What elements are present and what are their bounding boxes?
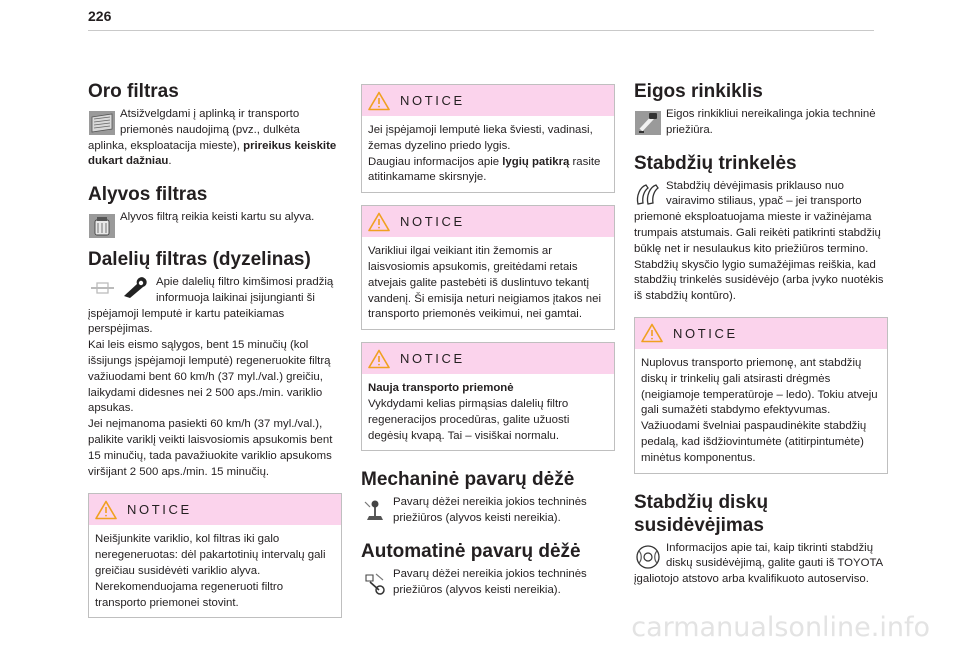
particle-p2: Kai leis eismo sąlygos, bent 15 minučių (kol išsijungs įspėjamoji lemputė) regeneruokite filtrą važiuodami bent 60 km/h (37 myl./val.) greičiu, laikydami didesnes nei 2 500 aps./min. variklio apsukas.	[88, 339, 331, 415]
section-title-manual-gearbox: Mechaninė pavarų dėžė	[361, 469, 575, 491]
automatic-gearbox-body: Pavarų dėžei nereikia jokios techninės priežiūros (alyvos keisti nereikia).	[393, 567, 587, 596]
notice-box-3	[361, 205, 615, 330]
notice-header	[362, 85, 614, 116]
oil-filter-icon	[88, 213, 116, 239]
particle-filter-text	[88, 275, 342, 480]
section-title-brake-pads: Stabdžių trinkelės	[634, 152, 797, 174]
warning-triangle-icon	[641, 323, 663, 343]
notice-header	[362, 343, 614, 374]
manual-gearbox-icon	[361, 498, 389, 524]
notice5-p2: Važiuodami švelniai paspaudinėkite stabdžių pedalą, kad išdžiovintumėte (atitirpintumėte) minėtus komponentus.	[641, 420, 867, 464]
air-filter-body: Atsižvelgdami į aplinką ir transporto priemonės naudojimą (pvz., dulkėta aplinka, eksploatacija mieste),	[88, 108, 300, 152]
warning-triangle-icon	[95, 500, 117, 520]
notice-body	[89, 525, 341, 617]
automatic-gearbox-text	[361, 567, 615, 599]
notice3-text: Varikliui ilgai veikiant itin žemomis ar laisvosiomis apsukomis, greitėdami retais atvejais galite pastebėti iš duslintuvo tekantį vandenį. Ši emisija neturi neigiamos įtakos nei transporto priemonės veikimui, nei gamtai.	[368, 245, 601, 321]
brake-pads-text	[634, 179, 888, 305]
gear-selector-text	[634, 107, 888, 139]
notice-box-5	[634, 317, 888, 474]
notice2-p1: Jei įspėjamoji lemputė lieka šviesti, vadinasi, žemas dyzelino priedo lygis.	[368, 124, 593, 152]
brake-disc-icon	[634, 544, 662, 570]
notice1-p1: Neišjunkite variklio, kol filtras iki galo neregeneruotas: dėl pakartotinių intervalų gali greičiau susidėvėti variklio alyva.	[95, 533, 326, 577]
section-title-brake-discs: Stabdžių diskų susidėvėjimas	[634, 491, 769, 536]
section-title-gear-selector: Eigos rinkiklis	[634, 81, 763, 102]
notice-title: NOTICE	[400, 93, 465, 108]
brake-discs-body: Informacijos apie tai, kaip tikrinti stabdžių diskų susidėvėjimą, galite gauti iš TOYOTA įgaliotojo atstovo arba kvalifikuoto autoserviso.	[634, 541, 883, 586]
notice2-p2c: rasite atitinkamame skirsnyje.	[368, 155, 601, 184]
automatic-gearbox-icon	[361, 570, 389, 596]
air-filter-bold: prireikus keiskite dukart dažniau	[88, 139, 337, 168]
warning-triangle-icon	[368, 91, 390, 111]
gear-selector-icon	[634, 110, 662, 136]
notice5-p1: Nuplovus transporto priemonę, ant stabdžių diskų ir trinkelių gali atsirasti drėgmės (neigiamoje temperatūroje – ledo). Tokiu atveju gali sumažėti stabdymo efektyvumas.	[641, 356, 878, 417]
warning-triangle-icon	[368, 212, 390, 232]
air-filter-text	[88, 107, 342, 170]
particle-filter-icons	[88, 277, 152, 299]
section-title-automatic-gearbox: Automatinė pavarų dėžė	[361, 540, 581, 562]
wrench-icon	[124, 277, 147, 298]
notice-header	[635, 318, 887, 349]
air-filter-end: .	[168, 155, 172, 168]
notice4-text: Vykdydami kelias pirmąsias dalelių filtro regeneracijos procedūras, galite užuosti degėsių kvapą. Tai – visiškai normalu.	[368, 397, 570, 442]
oil-filter-body: Alyvos filtrą reikia keisti kartu su alyva.	[120, 211, 315, 224]
notice-body	[635, 349, 887, 473]
brake-pads-p2: Stabdžių skysčio lygio sumažėjimas reiškia, kad stabdžių trinkelės susidėvėjo (arba įvyko nuotėkis iš stabdžių kontūro).	[634, 258, 884, 303]
notice-header	[362, 206, 614, 237]
warning-triangle-icon	[368, 349, 390, 369]
notice2-p2a: Daugiau informacijos apie	[368, 155, 503, 168]
notice-box-2	[361, 84, 615, 193]
section-title-particle-filter: Dalelių filtras (dyzelinas)	[88, 248, 311, 270]
page-number: 226	[88, 8, 112, 24]
air-filter-icon	[88, 110, 116, 136]
gear-selector-body: Eigos rinkikliui nereikalinga jokia techninė priežiūra.	[666, 108, 876, 136]
notice-body	[362, 374, 614, 450]
section-title-air-filter: Oro filtras	[88, 81, 179, 102]
top-rule	[88, 30, 874, 31]
particle-p1: Apie dalelių filtro kimšimosi pradžią informuoja laikinai įsijungianti ši įspėjamoji lemputė ir kartu pateikiamas perspėjimas.	[88, 275, 334, 336]
notice4-title: Nauja transporto priemonė	[368, 382, 514, 395]
column-1	[88, 80, 342, 618]
notice-title: NOTICE	[400, 351, 465, 367]
oil-filter-text	[88, 210, 342, 226]
notice-body	[362, 237, 614, 329]
section-title-oil-filter: Alyvos filtras	[88, 184, 208, 206]
notice-header	[89, 494, 341, 525]
notice-body	[362, 116, 614, 192]
manual-gearbox-body: Pavarų dėžei nereikia jokios techninės priežiūros (alyvos keisti nereikia).	[393, 496, 587, 525]
notice-title: NOTICE	[127, 502, 192, 518]
particle-p3: Jei neįmanoma pasiekti 60 km/h (37 myl./val.), palikite variklį veikti laisvosiomis apsukomis bent 15 minučių, tada pavažiuokite variklio apsukoms viršijant 2 500 aps./min. 15 minučių.	[88, 418, 333, 478]
brake-pads-p1: Stabdžių dėvėjimasis priklauso nuo vairavimo stiliaus, ypač – jei transporto priemonė eksploatuojama mieste ir važinėjama trumpais atstumais. Gali reikėti patikrinti stabdžių būklę net ir nesulaukus kito priežiūros termino.	[634, 179, 881, 255]
notice2-p2b: lygių patikrą	[502, 155, 570, 168]
manual-gearbox-text	[361, 495, 615, 527]
notice-title: NOTICE	[400, 214, 465, 230]
notice-title: NOTICE	[673, 325, 738, 341]
notice-box-1	[88, 493, 342, 618]
notice1-p2: Nerekomenduojama regeneruoti filtro transporto priemonei stovint.	[95, 580, 284, 609]
particle-filter-warning-icon	[91, 283, 114, 293]
column-2	[361, 84, 615, 599]
column-3	[634, 80, 888, 588]
watermark: carmanualsonline.info	[631, 612, 930, 643]
brake-discs-text	[634, 541, 888, 588]
brake-pads-icon	[634, 182, 662, 208]
notice-box-4	[361, 342, 615, 451]
